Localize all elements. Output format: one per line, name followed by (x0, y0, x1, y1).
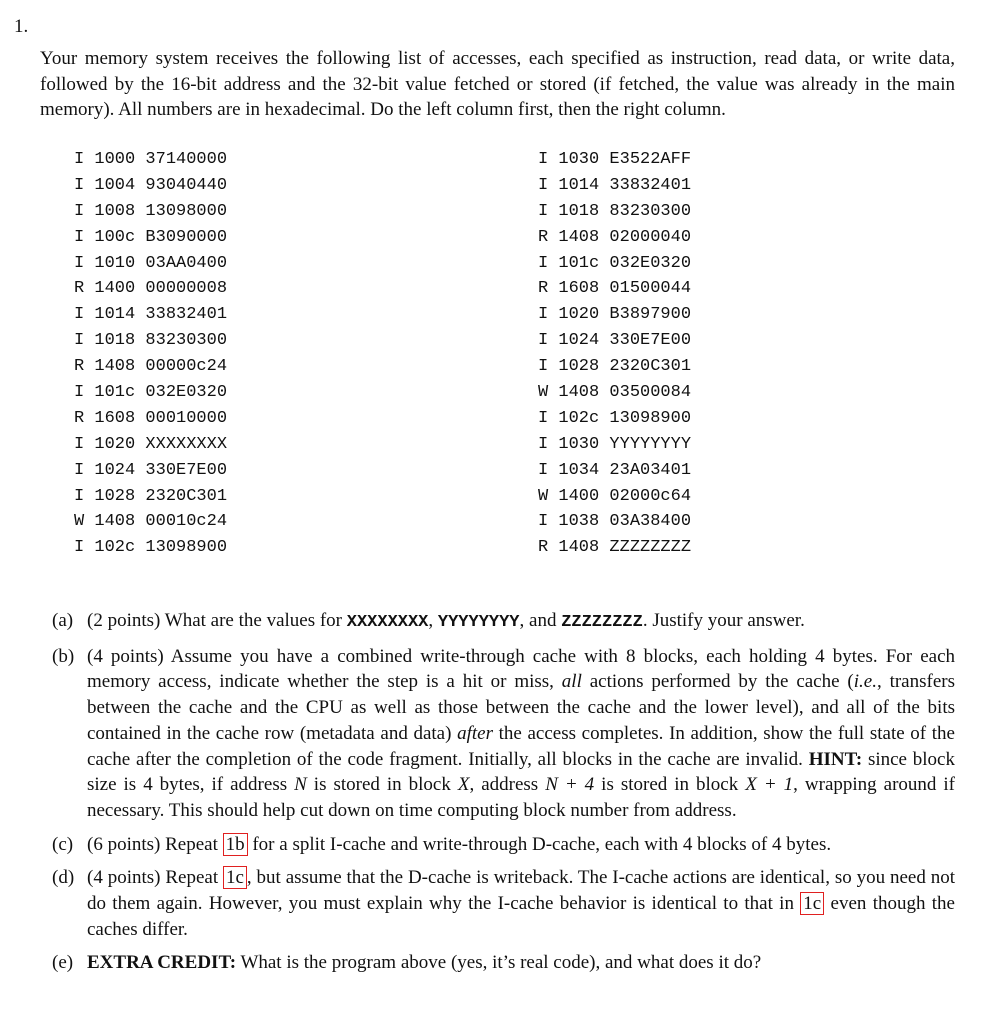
part-label: (c) (52, 833, 74, 855)
access-row (74, 173, 227, 199)
access-address: 1030 (558, 150, 600, 169)
access-value: 01500044 (609, 279, 692, 299)
access-type: I (538, 331, 549, 351)
access-address: 1018 (558, 201, 600, 221)
access-type: I (74, 201, 85, 221)
part-label: (b) (52, 645, 75, 667)
part-d: (d) (4 points) Repeat 1c , but assume that the D-cache is writeback. The I-cache actions are identical, so you need not do them again. However, you must explain why the I-cache behavior is identical to that in 1c even though the caches differ. (52, 867, 955, 940)
access-value: 00000c24 (145, 357, 228, 377)
access-address: 102c (94, 538, 136, 558)
cross-reference-link[interactable]: 1b (223, 833, 248, 856)
access-type: R (74, 408, 85, 428)
access-list-left (74, 147, 227, 561)
access-type: I (538, 305, 549, 325)
hint-label: HINT: (808, 748, 863, 770)
access-type: I (538, 175, 549, 195)
access-value: 13098900 (609, 408, 692, 428)
access-value: B3897900 (609, 305, 692, 325)
placeholder-y: YYYYYYYY (437, 613, 520, 632)
access-row (538, 509, 691, 535)
part-label: (e) (52, 952, 74, 974)
access-row (74, 380, 227, 406)
question-number: 1. (14, 16, 29, 37)
access-address: 1004 (94, 175, 136, 195)
access-row (538, 225, 691, 251)
access-row (538, 535, 691, 561)
access-row (538, 251, 691, 277)
access-row (74, 147, 227, 173)
access-type: I (538, 434, 549, 454)
access-type: I (74, 331, 85, 351)
access-value: 33832401 (609, 175, 692, 195)
access-address: 1014 (94, 305, 136, 325)
access-address: 1408 (94, 512, 136, 532)
extra-credit-label: EXTRA CREDIT: (87, 952, 237, 974)
access-value: 00010000 (145, 408, 228, 428)
access-type: W (74, 512, 85, 532)
part-e: (e) EXTRA CREDIT: What is the program above (yes, it’s real code), and what does it do? (52, 950, 955, 976)
access-address: 100c (94, 227, 136, 247)
problem-intro: Your memory system receives the following list of accesses, each specified as instruction, read data, or write data, followed by the 16-bit address and the 32-bit value fetched or stored (if fetched, the value was already in the main memory). All numbers are in hexadecimal. Do the left column first, then the right column. (40, 48, 955, 120)
access-row (74, 484, 227, 510)
access-address: 1608 (558, 279, 600, 299)
access-value: 23A03401 (609, 460, 692, 480)
access-address: 102c (558, 408, 600, 428)
access-address: 1010 (94, 253, 136, 273)
access-type: I (538, 253, 549, 273)
access-row (74, 535, 227, 561)
access-type: R (74, 357, 85, 377)
access-address: 1034 (558, 460, 600, 480)
placeholder-z: ZZZZZZZZ (561, 613, 643, 632)
access-value: B3090000 (145, 227, 228, 247)
question-parts (52, 608, 955, 984)
access-type: W (538, 383, 549, 403)
access-row (74, 458, 227, 484)
access-type: I (74, 175, 85, 195)
access-value: 02000c64 (609, 486, 692, 506)
access-type: I (538, 201, 549, 221)
access-value: 02000040 (609, 227, 692, 247)
access-type: I (74, 227, 85, 247)
access-value: 13098000 (145, 201, 228, 221)
access-type: I (74, 305, 85, 325)
access-type: I (74, 150, 85, 169)
access-row (74, 354, 227, 380)
access-value: 2320C301 (145, 486, 228, 506)
part-a: (a) (2 points) What are the values for XXXXXXXX, YYYYYYYY, and ZZZZZZZZ. Justify your answer. (52, 610, 805, 632)
access-row (538, 328, 691, 354)
access-value: E3522AFF (609, 150, 692, 169)
access-row (74, 276, 227, 302)
access-value: XXXXXXXX (145, 434, 228, 454)
cross-reference-link[interactable]: 1c (223, 866, 247, 889)
access-address: 1008 (94, 201, 136, 221)
access-address: 1020 (94, 434, 136, 454)
access-row (538, 406, 691, 432)
access-value: 00000008 (145, 279, 228, 299)
access-address: 101c (558, 253, 600, 273)
part-b: (b) (4 points) Assume you have a combined write-through cache with 8 blocks, each holding 4 bytes. For each memory access, indicate whether the step is a hit or miss, all actions performed by the cache (i.e., transfers between the cache and the CPU as well as those between the cache and the lower level), and all of the bits contained in the cache row (metadata and data) after the access completes. In addition, show the full state of the cache after the completion of the code fragment. Initially, all blocks in the cache are invalid. HINT: since block size is 4 bytes, if address N is stored in block X, address N + 4 is stored in block X + 1, wrapping around if necessary. This should help cut down on time computing block number from address. (52, 645, 956, 821)
access-row (538, 302, 691, 328)
access-address: 1408 (558, 538, 600, 558)
access-row (74, 251, 227, 277)
access-address: 1038 (558, 512, 600, 532)
access-value: 33832401 (145, 305, 228, 325)
access-type: I (538, 512, 549, 532)
access-list-right (538, 147, 691, 561)
access-address: 1024 (94, 460, 136, 480)
access-address: 1018 (94, 331, 136, 351)
access-row (74, 199, 227, 225)
access-row (538, 380, 691, 406)
access-row (538, 147, 691, 173)
access-value: 2320C301 (609, 357, 692, 377)
access-type: I (74, 538, 85, 558)
access-value: YYYYYYYY (609, 434, 692, 454)
access-address: 1028 (94, 486, 136, 506)
access-type: R (538, 279, 549, 299)
access-address: 1030 (558, 434, 600, 454)
access-address: 1400 (94, 279, 136, 299)
access-address: 1408 (94, 357, 136, 377)
access-type: R (538, 227, 549, 247)
access-type: W (538, 486, 549, 506)
access-address: 1408 (558, 227, 600, 247)
part-c: (c) (6 points) Repeat 1b for a split I-cache and write-through D-cache, each with 4 blocks of 4 bytes. (52, 832, 955, 858)
access-row (74, 225, 227, 251)
access-type: I (74, 460, 85, 480)
access-row (538, 276, 691, 302)
access-type: I (74, 486, 85, 506)
access-type: I (74, 434, 85, 454)
access-value: ZZZZZZZZ (609, 538, 692, 558)
access-value: 03500084 (609, 383, 692, 403)
part-label: (d) (52, 867, 75, 889)
access-value: 330E7E00 (145, 460, 228, 480)
access-row (538, 354, 691, 380)
access-row (538, 432, 691, 458)
access-type: I (538, 408, 549, 428)
access-value: 03A38400 (609, 512, 692, 532)
access-type: I (538, 357, 549, 377)
cross-reference-link[interactable]: 1c (800, 892, 824, 915)
access-value: 03AA0400 (145, 253, 228, 273)
access-address: 1408 (558, 383, 600, 403)
access-address: 1028 (558, 357, 600, 377)
access-type: I (74, 253, 85, 273)
access-value: 330E7E00 (609, 331, 692, 351)
access-type: I (538, 460, 549, 480)
access-address: 1400 (558, 486, 600, 506)
access-value: 032E0320 (609, 253, 692, 273)
access-type: R (74, 279, 85, 299)
access-address: 1024 (558, 331, 600, 351)
access-row (74, 432, 227, 458)
access-row (74, 328, 227, 354)
access-value: 032E0320 (145, 383, 228, 403)
access-row (74, 302, 227, 328)
access-value: 13098900 (145, 538, 228, 558)
access-address: 1014 (558, 175, 600, 195)
access-address: 1020 (558, 305, 600, 325)
access-row (538, 199, 691, 225)
access-row (538, 458, 691, 484)
access-row (74, 509, 227, 535)
access-type: I (538, 150, 549, 169)
access-value: 93040440 (145, 175, 228, 195)
access-value: 00010c24 (145, 512, 228, 532)
access-value: 83230300 (145, 331, 228, 351)
access-value: 83230300 (609, 201, 692, 221)
access-row (74, 406, 227, 432)
access-address: 101c (94, 383, 136, 403)
access-row (538, 484, 691, 510)
placeholder-x: XXXXXXXX (346, 613, 429, 632)
access-type: R (538, 538, 549, 558)
access-address: 1608 (94, 408, 136, 428)
part-label: (a) (52, 610, 74, 631)
access-row (538, 173, 691, 199)
access-address: 1000 (94, 150, 136, 169)
access-value: 37140000 (145, 150, 228, 169)
access-type: I (74, 383, 85, 403)
